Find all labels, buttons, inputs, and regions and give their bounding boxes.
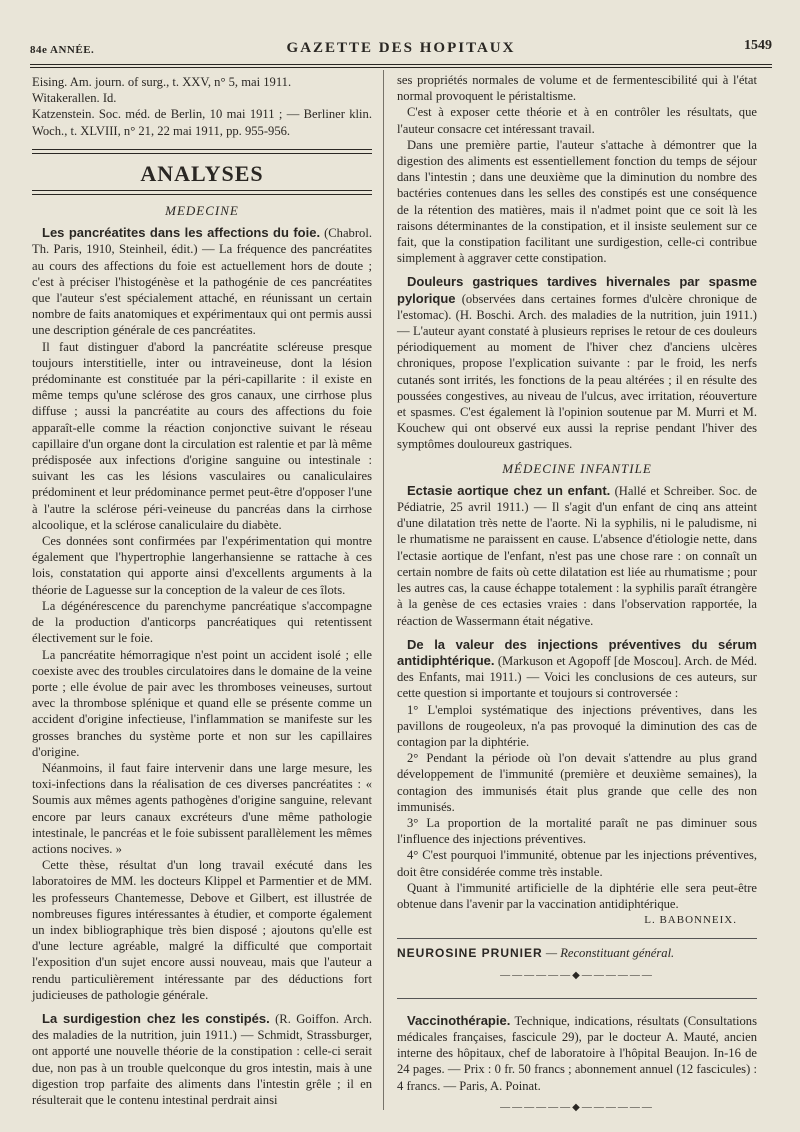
article-paragraph: Cette thèse, résultat d'un long travail exécuté dans les laboratoires de MM. les docteurs Klippel et Parmentier et de MM. les professeurs Chantemesse, Debove et Gilbert, est illustrée de nombreuses figures intéressantes à étudier, et comporte également un index bibliographique très bien disposé ; ajoutons qu'elle est d'une lecture agréable, malgré la difficulté que comportait l'exposition d'un sujet encore aussi nouveau, mais que l'auteur a rendu particulièrement intéressante par des déductions fort judicieuses de pathologie générale. <box>32 858 372 1002</box>
article-serum-antidiphterique <box>397 637 757 929</box>
article-source: (Hallé et Schreiber. Soc. de Pédiatrie, 25 avril 1911.) — <box>397 483 757 515</box>
article-paragraph: Néanmoins, il faut faire intervenir dans une large mesure, les toxi-infections dans la réalisation de ces diverses pancréatites : « Soumis aux mêmes agents pathogènes d'origine sanguine, relevant encore par leurs canaux excréteurs d'une même pathologie intestinale, le pancréas et le foie subissent parallèlement les mêmes actions nocives. » <box>32 760 372 856</box>
article-title: De la valeur des injections préventives du sérum antidiphtérique. <box>397 636 757 668</box>
header-rule-double <box>30 67 772 68</box>
article-source: (Markuson et Agopoff [de Moscou]. Arch. de Méd. des Enfants, mai 1911.) — <box>397 653 758 685</box>
article-pancreatites <box>32 225 372 1003</box>
article-title: La surdigestion chez les constipés. <box>42 1010 270 1026</box>
article-title: Les pancréatites dans les affections du foie. <box>42 225 321 241</box>
section-rule <box>32 149 372 154</box>
article-paragraph: Technique, indications, résultats (Consultations médicales françaises, fascicule 29), par le docteur A. Mauté, ancien interne des hôpitaux, chef de laboratoire à l'hôpital Beaujon. In-16 de 24 pages. — Prix : 0 fr. 50 francs ; abonnement annuel (12 fascicules) : 4 francs. — Paris, A. Poinat. <box>397 1013 757 1093</box>
article-paragraph: 2° Pendant la période où l'on devait s'attendre au plus grand développement de l'immunité (première et deuxième semaines), la contagion des immunisés était plus grande que celle des non immunisés. <box>397 751 757 814</box>
article-paragraph: Dans une première partie, l'auteur s'attache à démontrer que la digestion des aliments est essentiellement fonction du temps de séjour dans l'intestin ; dans une deuxième que la diminution du nombre des bactéries contenues dans les selles des constipés est une conséquence de la rétention des matières, mais il n'admet point que ce soit là les raisons déterminantes de la constipation, et il insiste seulement sur ce fait, que la constipation facilitant une surdigestion, celle-ci contribue simplement à aggraver cette constipation. <box>397 137 757 266</box>
article-paragraph: Il faut distinguer d'abord la pancréatite scléreuse presque toujours interstitielle, inter ou intraveineuse, dont la lésion prédominante est constituée par la péri-capillarite : il existe en même temps qu'une sclérose des gros canaux, une cirrhose plus diffuse ; aussi la pancréatite au cours des affections du foie apparaît-elle comme la réaction conjonctive suivant le réseau capillaire d'un organe dont la circulation est ralentie et par là même prédisposée aux infections d'origine sanguine ou intestinale : suivant les cas les lésions vasculaires ou canaliculaires prédominent et leur prédominance permet peut-être d'opposer l'une à l'autre la sclérose péri-veineuse du pancréas dans la cirrhose alcoolique, et la sclérose canaliculaire du diabète. <box>32 339 372 532</box>
article-paragraph: 3° La proportion de la mortalité paraît ne pas diminuer sous l'influence des injections préventives. <box>397 815 757 847</box>
reference-item: Eising. Am. journ. of surg., t. XXV, n° 5, mai 1911. <box>32 75 292 89</box>
article-paragraph: 4° C'est pourquoi l'immunité, obtenue par les injections préventives, doit être considérée comme très instable. <box>397 848 757 879</box>
article-vaccinotherapie <box>397 1013 757 1094</box>
author-signature: L. BABONNEIX. <box>644 914 737 927</box>
page-number: 1549 <box>744 38 772 53</box>
article-douleurs-gastriques <box>397 274 757 452</box>
article-paragraph: Quant à l'immunité artificielle de la diphtérie elle sera peut-être obtenue dans l'avenir par la vaccination antidiphtérique. <box>397 880 757 911</box>
article-ectasie-aortique <box>397 483 757 629</box>
article-source: (Chabrol. Th. Paris, 1910, Steinheil, édit.) — <box>32 226 372 257</box>
article-surdigestion <box>32 1011 372 1108</box>
section-title: ANALYSES <box>140 160 264 186</box>
article-paragraph: La pancréatite hémorragique n'est point un accident isolé ; elle coexiste avec des troubles circulatoires dans le domaine de la veine porte ; elle évolue de pair avec les thromboses veineuses, surtout avec la thrombose splénique et quand elle se présente comme un accident d'origine infectieuse, l'inflammation se manifeste sur les grosses branches du système porte et non sur les capillaires d'origine. <box>32 647 372 759</box>
article-paragraph: Schmidt, Strassburger, ont apporté une nouvelle théorie de la constipation : celle-ci serait due, non pas à un trouble quelconque du gros intestin, mais à une digestion trop parfaite des aliments dans l'intestin grêle ; il en résulterait que le contenu intestinal perdrait ainsi <box>32 1028 372 1107</box>
advert-tagline: — Reconstituant général. <box>545 946 675 961</box>
column-divider <box>383 70 384 1110</box>
left-column <box>32 74 372 1108</box>
article-title: Douleurs gastriques tardives hivernales par spasme pylorique <box>397 274 757 306</box>
right-column <box>397 72 757 1122</box>
running-header <box>30 38 772 62</box>
subsection-heading: MÉDECINE INFANTILE <box>502 460 652 476</box>
journal-title: GAZETTE DES HOPITAUX <box>286 40 516 56</box>
article-paragraph: Ces données sont confirmées par l'expérimentation qui montre également que l'hypertrophie langerhansienne se rattache à ces lois, constatation qui apporte ainsi d'excellents arguments à la théorie de Laguesse sur la conception de la valeur de ces îlots. <box>32 534 372 597</box>
header-rule <box>30 64 772 65</box>
article-source: (observées dans certaines formes d'ulcère chronique de l'estomac). (H. Boschi. Arch. des maladies de la nutrition, juin 1911.) — <box>397 291 757 339</box>
article-paragraph: Voici les conclusions de ces auteurs, sur cette question si importante et toujours si controversée : <box>397 670 758 701</box>
section-rule <box>32 190 372 195</box>
article-paragraph: La dégénérescence du parenchyme pancréatique s'accompagne de la production d'anticorps pancréatiques qui retentissent électivement sur le foie. <box>32 598 372 646</box>
article-paragraph: C'est à exposer cette théorie et à en contrôler les résultats, que l'auteur consacre cet intéressant travail. <box>397 105 757 136</box>
reference-item: Witakerallen. Id. <box>32 91 117 106</box>
article-title: Ectasie aortique chez un enfant. <box>407 482 611 498</box>
reference-list <box>32 74 372 139</box>
volume-label: 84e ANNÉE. <box>30 44 95 56</box>
article-title: Vaccinothérapie. <box>407 1012 511 1028</box>
article-source: (R. Goiffon. Arch. des maladies de la nutrition, juin 1911.) — <box>32 1011 372 1043</box>
article-paragraph: 1° L'emploi systématique des injections préventives, dans les pavillons de rougeoleux, n'a pas provoqué la diminution des cas de contagion par la diphtérie. <box>397 702 757 749</box>
article-paragraph: ses propriétés normales de volume et de fermentescibilité qui à l'état normal provoquent le péristaltisme. <box>397 73 757 104</box>
advertisement <box>397 938 757 998</box>
article-paragraph: Il s'agit d'un enfant de cinq ans atteint d'une dilatation très nette de l'aorte. Ni la syphilis, ni le paludisme, ni le rhumatisme ne paraissent en cause. L'absence d'étiologie nette, dans l'ectasie aortique de l'enfant, n'est pas une chose rare : on connaît un certain nombre de faits où cette dilatation est liée au rhumatisme ; pour les autres cas, la cause échappe totalement : la syphilis paraît étrangère à la genèse de ces ectasies vraies : dans l'observation rapportée, la réaction de Wassermann était négative. <box>397 500 757 628</box>
article-paragraph: L'auteur ayant constaté à plusieurs reprises le retour de ces douleurs périodiquement au moment de l'hiver chez d'anciens ulcères chroniques, propose l'explication suivante : par le froid, les nerfs cutanés sont irrités, les fonctions de la peau altérées ; il en résulte des poussées congestives, au niveau de l'ulcus, avec irritation, réouverture et spasmes. C'est également là l'opinion soutenue par M. Murri et M. Kouchew qui ont observé eux aussi la reprise pendant l'hiver des symptômes douloureux gastriques. <box>397 324 757 452</box>
reference-item: Katzenstein. Soc. méd. de Berlin, 10 mai 1911 ; — Berliner klin. Woch., t. XLVIII, n° 21, 22 mai 1911, pp. 955-956. <box>32 107 372 138</box>
ornament-divider: ——————◆—————— <box>500 969 654 981</box>
advert-product-name: NEUROSINE PRUNIER <box>397 946 543 961</box>
article-paragraph: La fréquence des pancréatites au cours des affections du foie est actuellement hors de doute ; c'est à préciser l'histogénèse et la pathogénie de ces pancréatites que l'auteur s'est spécialement attaché, en réunissant un certain nombre de faits anatomiques et expérimentaux qui ont permis aussi une description générale de ces pancréatites. <box>32 242 372 338</box>
ornament-divider: ——————◆—————— <box>500 1101 654 1113</box>
subsection-heading: MEDECINE <box>165 203 239 219</box>
